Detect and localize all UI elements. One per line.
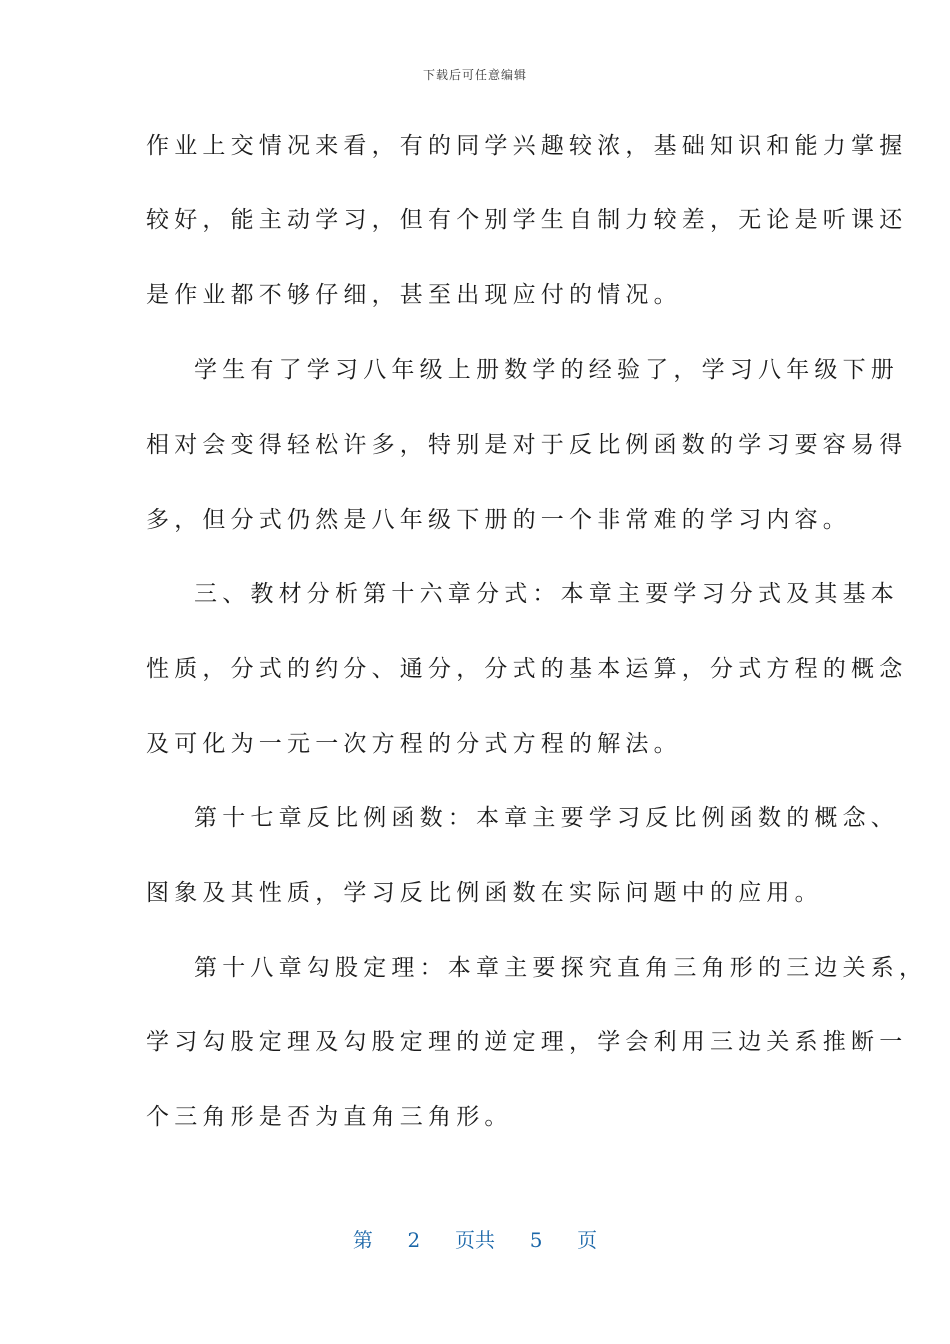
- footer-suffix: 页: [577, 1228, 598, 1252]
- paragraph-2-line-1: 学生有了学习八年级上册数学的经验了，学习八年级下册: [194, 357, 899, 383]
- footer-middle: 页共: [455, 1228, 495, 1252]
- paragraph-1-line-2: 较好，能主动学习，但有个别学生自制力较差，无论是听课还: [146, 207, 908, 233]
- paragraph-4-line-2: 图象及其性质，学习反比例函数在实际问题中的应用。: [146, 880, 823, 906]
- footer-prefix: 第: [352, 1228, 373, 1252]
- paragraph-5-line-3: 个三角形是否为直角三角形。: [146, 1104, 513, 1130]
- paragraph-4-line-1: 第十七章反比例函数：本章主要学习反比例函数的概念、: [194, 805, 899, 831]
- paragraph-2-line-3: 多，但分式仍然是八年级下册的一个非常难的学习内容。: [146, 507, 851, 533]
- paragraph-1-line-1: 作业上交情况来看，有的同学兴趣较浓，基础知识和能力掌握: [146, 133, 908, 159]
- footer-current-page: 2: [407, 1228, 421, 1252]
- page-footer: [0, 1224, 950, 1253]
- paragraph-3-line-2: 性质，分式的约分、通分，分式的基本运算，分式方程的概念: [146, 656, 908, 682]
- paragraph-3-line-3: 及可化为一元一次方程的分式方程的解法。: [146, 731, 682, 757]
- paragraph-1-line-3: 是作业都不够仔细，甚至出现应付的情况。: [146, 282, 682, 308]
- footer-total-pages: 5: [529, 1228, 543, 1252]
- paragraph-5-line-2: 学习勾股定理及勾股定理的逆定理，学会利用三边关系推断一: [146, 1029, 908, 1055]
- page-header: 下载后可任意编辑: [422, 68, 527, 82]
- paragraph-2-line-2: 相对会变得轻松许多，特别是对于反比例函数的学习要容易得: [146, 432, 908, 458]
- paragraph-5-line-1: 第十八章勾股定理：本章主要探究直角三角形的三边关系，: [194, 955, 928, 981]
- paragraph-3-line-1: 三、教材分析第十六章分式：本章主要学习分式及其基本: [194, 581, 899, 607]
